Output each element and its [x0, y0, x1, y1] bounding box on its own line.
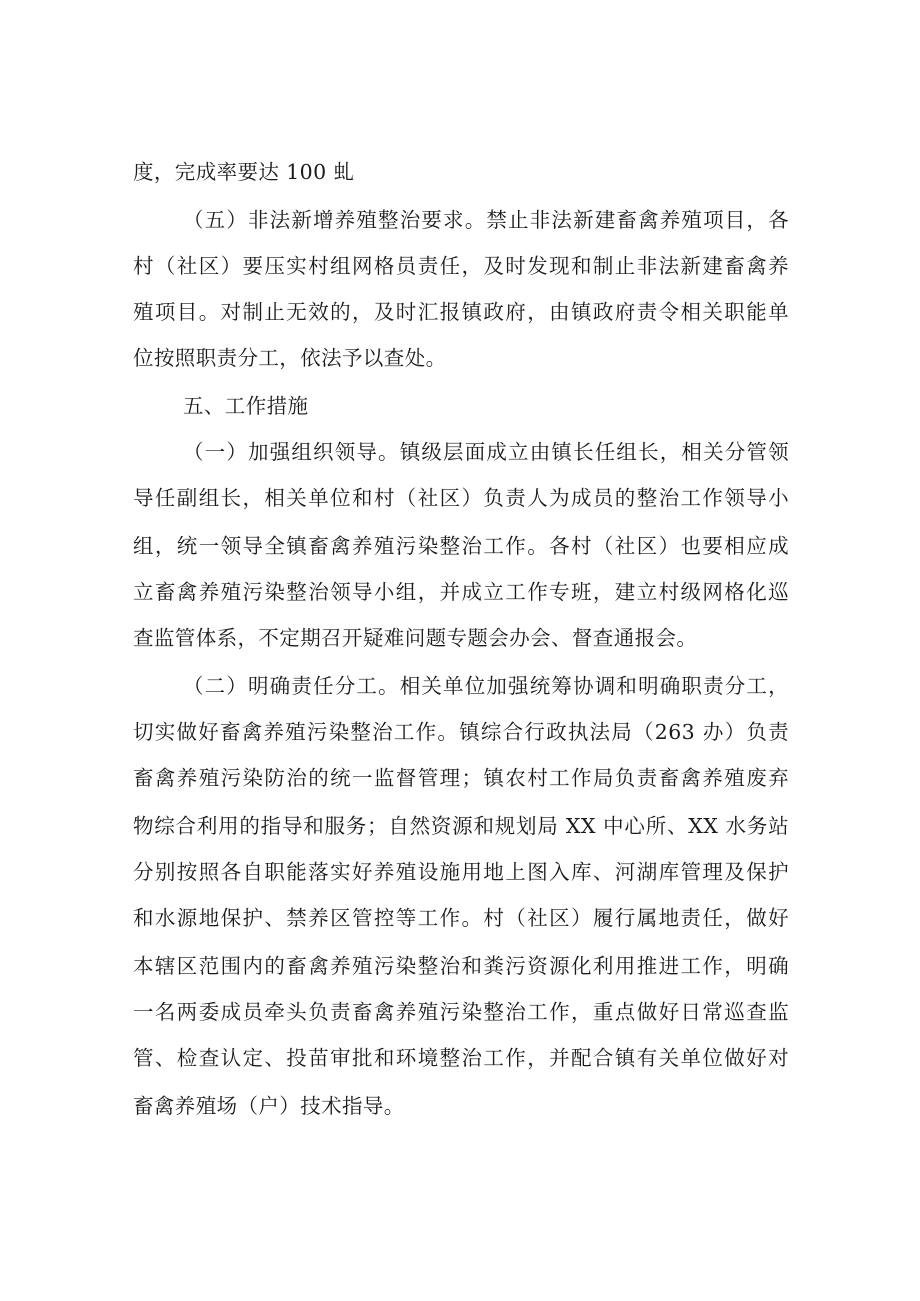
body-line: 畜禽养殖场（户）技术指导。 — [133, 1094, 405, 1118]
section-heading: 五、工作措施 — [183, 394, 309, 418]
body-line: 本辖区范围内的畜禽养殖污染整治和粪污资源化利用推进工作，明确 — [133, 954, 789, 978]
body-line: 物综合利用的指导和服务；自然资源和规划局 XX 中心所、XX 水务站 — [133, 814, 789, 838]
body-line: 村（社区）要压实村组网格员责任，及时发现和制止非法新建畜禽养 — [133, 254, 789, 278]
body-line: 度，完成率要达 100 虬 — [133, 160, 355, 184]
body-line: 分别按照各自职能落实好养殖设施用地上图入库、河湖库管理及保护 — [133, 860, 789, 884]
body-line: 畜禽养殖污染防治的统一监督管理；镇农村工作局负责畜禽养殖废弃 — [133, 766, 789, 790]
body-line: 导任副组长，相关单位和村（社区）负责人为成员的整治工作领导小 — [133, 486, 789, 510]
body-line: 查监管体系，不定期召开疑难问题专题会办会、督查通报会。 — [133, 626, 698, 650]
paragraph-heading-line: （一）加强组织领导。镇级层面成立由镇长任组长，相关分管领 — [183, 440, 789, 464]
paragraph-heading-line: （二）明确责任分工。相关单位加强统筹协调和明确职责分工， — [183, 674, 789, 698]
body-line: 和水源地保护、禁养区管控等工作。村（社区）履行属地责任，做好 — [133, 906, 789, 930]
body-line: 管、检查认定、投苗审批和环境整治工作，并配合镇有关单位做好对 — [133, 1046, 789, 1070]
paragraph-heading-line: （五）非法新增养殖整治要求。禁止非法新建畜禽养殖项目，各 — [183, 208, 789, 232]
body-line: 殖项目。对制止无效的，及时汇报镇政府，由镇政府责令相关职能单 — [133, 300, 789, 324]
body-line: 位按照职责分工，依法予以查处。 — [133, 346, 447, 370]
body-line: 立畜禽养殖污染整治领导小组，并成立工作专班，建立村级网格化巡 — [133, 580, 789, 604]
body-line: 组，统一领导全镇畜禽养殖污染整治工作。各村（社区）也要相应成 — [133, 534, 789, 558]
body-line: 切实做好畜禽养殖污染整治工作。镇综合行政执法局（263 办）负责 — [133, 720, 789, 744]
body-line: 一名两委成员牵头负责畜禽养殖污染整治工作，重点做好日常巡查监 — [133, 1000, 789, 1024]
